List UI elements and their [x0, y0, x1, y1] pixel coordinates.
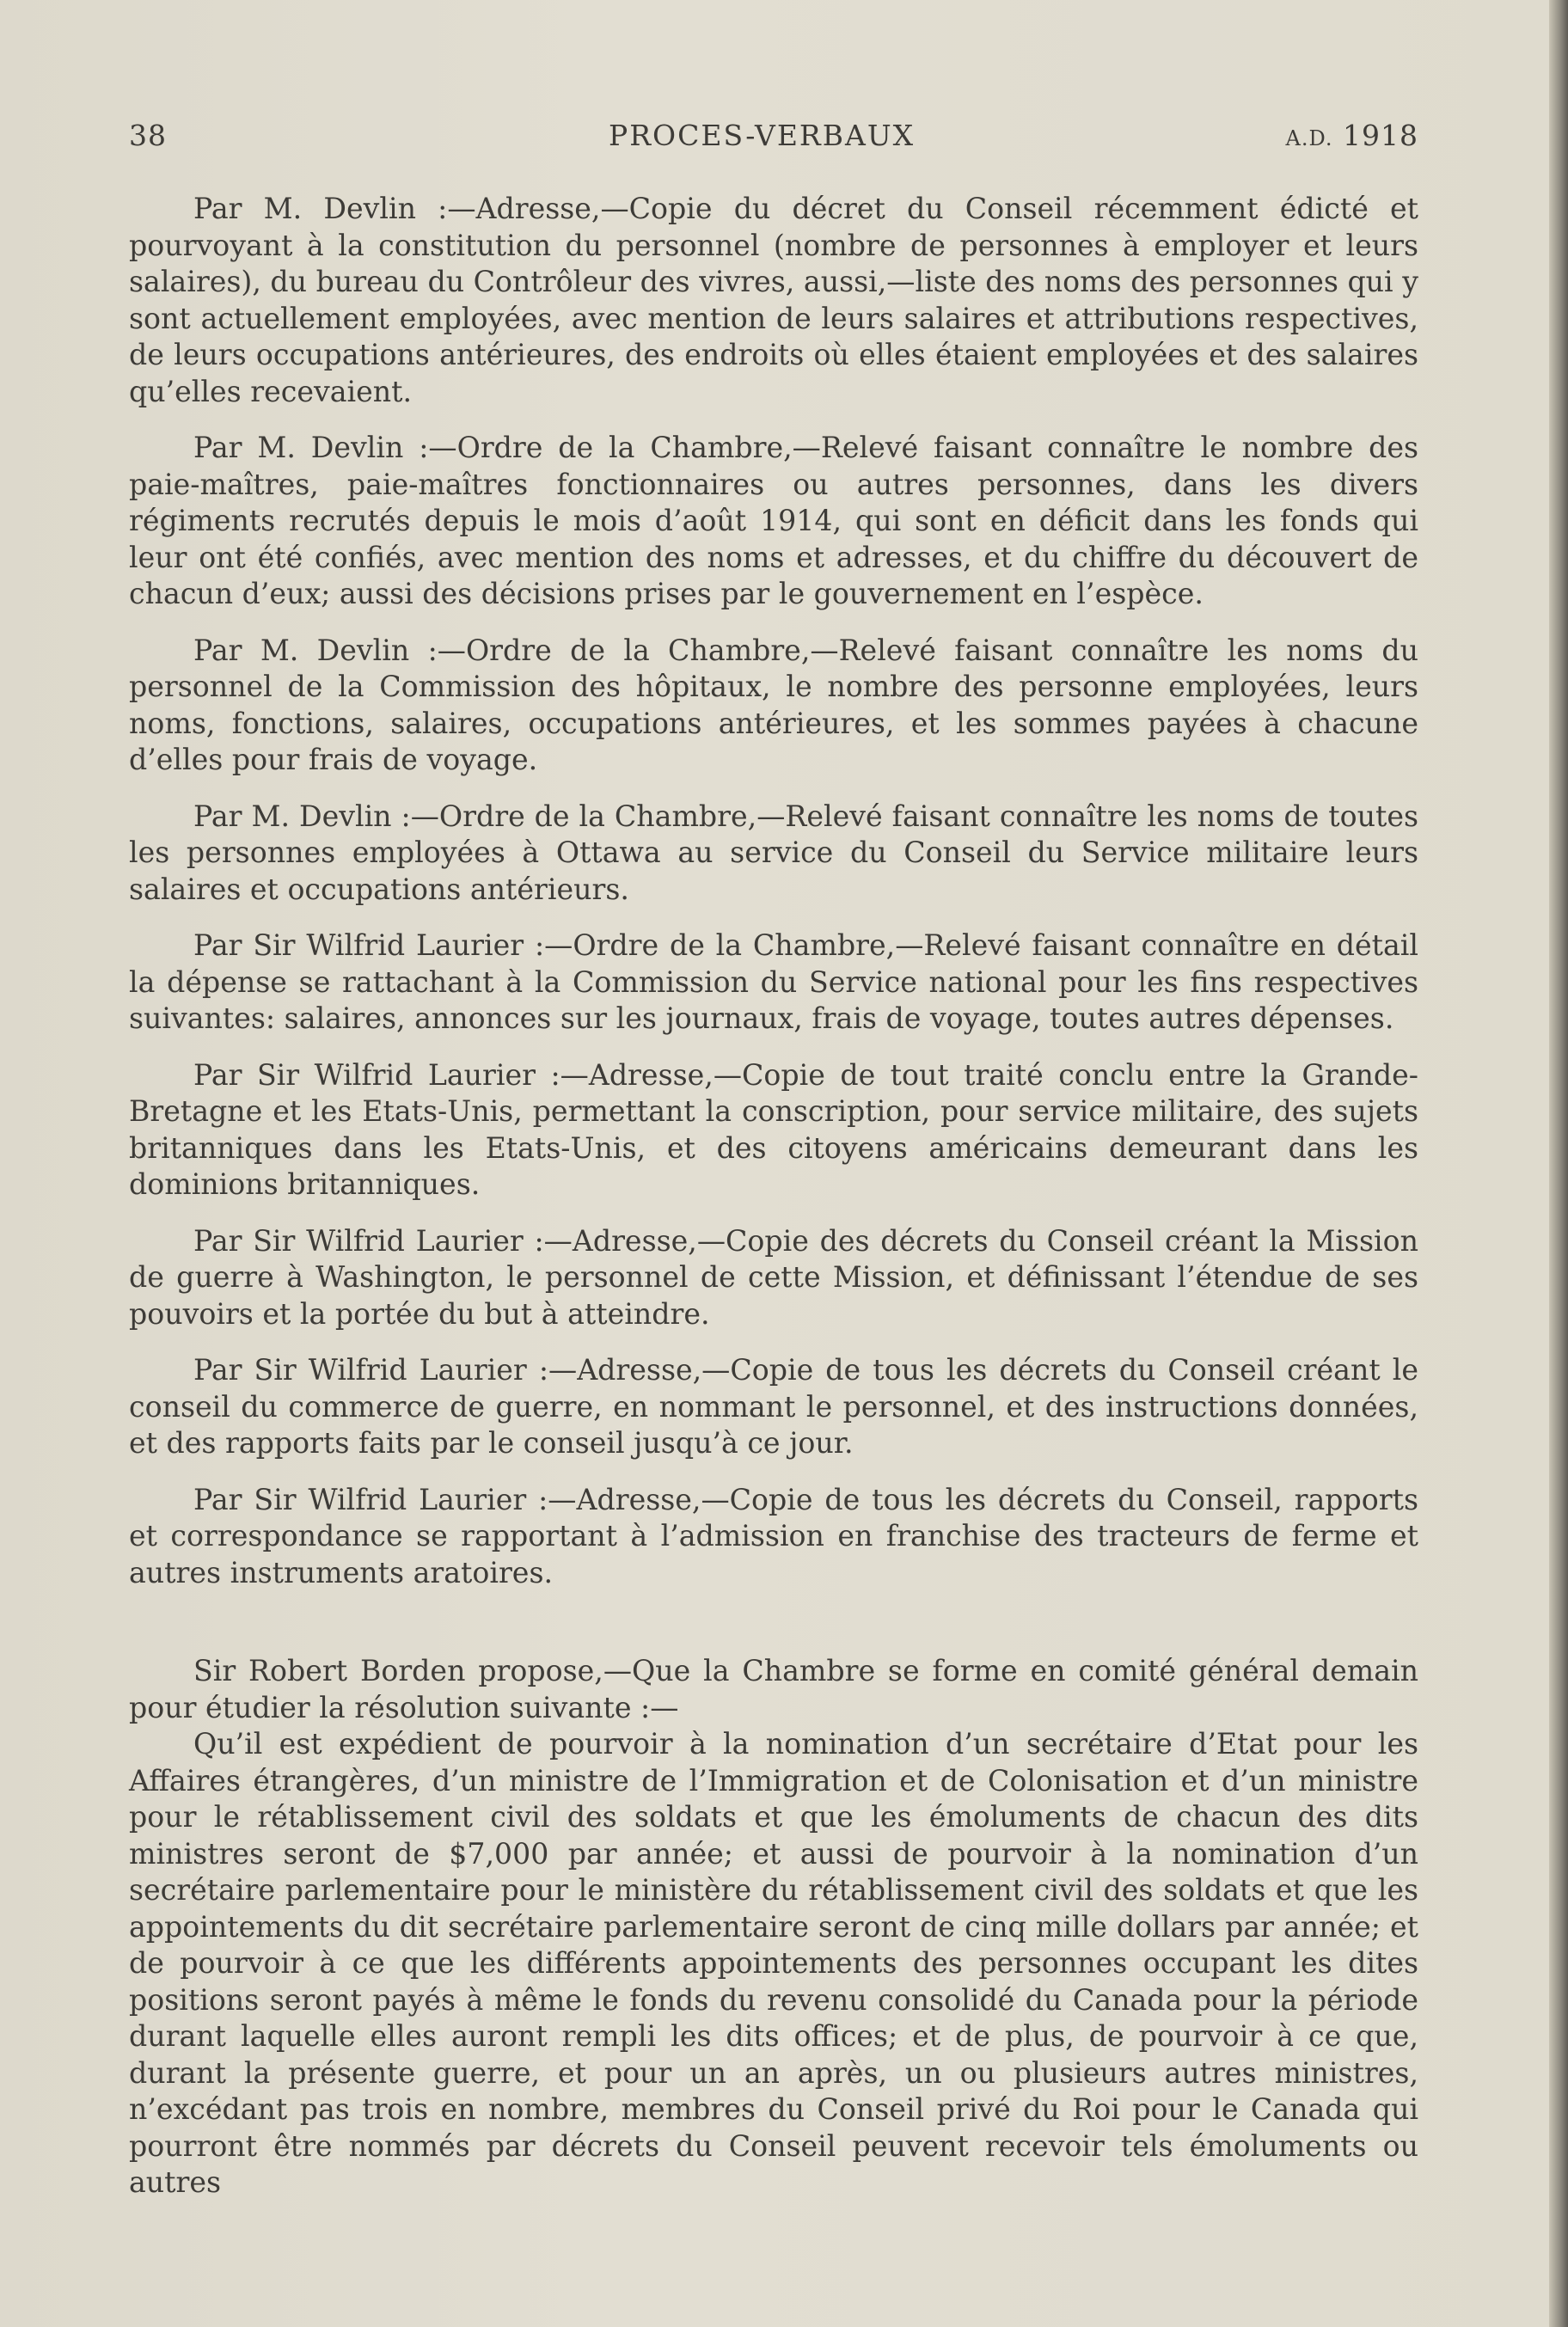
motion-paragraph: Sir Robert Borden propose,—Que la Chambre se forme en comité général demain pour étudier la résolution suivante :— — [129, 1654, 1418, 1724]
paragraph: Par M. Devlin :—Ordre de la Chambre,—Relevé faisant connaître le nombre des paie-maîtres, paie-maîtres fonctionnaires ou autres personnes, dans les divers régiments recrutés depuis le mois d’août 1914, qui sont en déficit dans les fonds qui leur ont été confiés, avec mention des noms et adresses, et du chiffre du découvert de chacun d’eux; aussi des décisions prises par le gouvernement en l’espèce. — [129, 431, 1418, 610]
paragraph: Par M. Devlin :—Adresse,—Copie du décret du Conseil récemment édicté et pourvoyant à la constitution du personnel (nombre de personnes à employer et leurs salaires), du bureau du Contrôleur des vivres, aussi,—liste des noms des personnes qui y sont actuellement employées, avec mention de leurs salaires et attributions respectives, de leurs occupations antérieures, des endroits où elles étaient employées et des salaires qu’elles recevaient. — [129, 192, 1418, 408]
resolution-paragraph: Qu’il est expédient de pourvoir à la nomination d’un secrétaire d’Etat pour les Affaires étrangères, d’un ministre de l’Immigration et de Colonisation et d’un ministre pour le rétablissement civil des soldats et que les émoluments de chacun des dits ministres seront de $7,000 par année; et aussi de pourvoir à la nomination d’un secrétaire parlementaire pour le ministère du rétablissement civil des soldats et que les appointements du dit secrétaire parlementaire seront de cinq mille dollars par année; et de pourvoir à ce que les différents appointements des personnes occupant les dites positions seront payés à même le fonds du revenu consolidé du Canada pour la période durant laquelle elles auront rempli les dits offices; et de plus, de pourvoir à ce que, durant la présente guerre, et pour un an après, un ou plusieurs autres ministres, n’excédant pas trois en nombre, membres du Conseil privé du Roi pour le Canada qui pourront être nommés par décrets du Conseil peuvent recevoir tels émoluments ou autres — [129, 1727, 1418, 2199]
header-date — [1286, 119, 1418, 152]
era-label: A.D. — [1285, 126, 1333, 150]
paragraph: Par Sir Wilfrid Laurier :—Adresse,—Copie de tous les décrets du Conseil, rapports et correspondance se rapportant à l’admission en franchise des tracteurs de ferme et autres instruments aratoires. — [129, 1482, 1418, 1589]
paragraph: Par M. Devlin :—Ordre de la Chambre,—Relevé faisant connaître les noms du personnel de la Commission des hôpitaux, le nombre des personne employées, leurs noms, fonctions, salaires, occupations antérieures, et les sommes payées à chacune d’elles pour frais de voyage. — [129, 633, 1418, 776]
page-body — [129, 191, 1418, 2201]
running-title: PROCES-VERBAUX — [609, 119, 916, 152]
binding-edge — [1549, 0, 1568, 2327]
year: 1918 — [1343, 119, 1418, 152]
paragraph: Par Sir Wilfrid Laurier :—Adresse,—Copie de tout traité conclu entre la Grande-Bretagne et les Etats-Unis, permettant la conscription, pour service militaire, des sujets britanniques dans les Etats-Unis, et des citoyens américains demeurant dans les dominions britanniques. — [129, 1057, 1418, 1201]
page-number: 38 — [129, 119, 167, 152]
paragraph: Par Sir Wilfrid Laurier :—Adresse,—Copie de tous les décrets du Conseil créant le conseil du commerce de guerre, en nommant le personnel, et des instructions données, et des rapports faits par le conseil jusqu’à ce jour. — [129, 1353, 1418, 1460]
page-header — [129, 119, 1418, 162]
paragraph: Par Sir Wilfrid Laurier :—Adresse,—Copie des décrets du Conseil créant la Mission de guerre à Washington, le personnel de cette Mission, et définissant l’étendue de ses pouvoirs et la portée du but à atteindre. — [129, 1223, 1418, 1331]
paragraph: Par M. Devlin :—Ordre de la Chambre,—Relevé faisant connaître les noms de toutes les personnes employées à Ottawa au service du Conseil du Service militaire leurs salaires et occupations antérieurs. — [129, 799, 1418, 906]
paragraph: Par Sir Wilfrid Laurier :—Ordre de la Chambre,—Relevé faisant connaître en détail la dépense se rattachant à la Commission du Service national pour les fins respectives suivantes: salaires, annonces sur les journaux, frais de voyage, toutes autres dépenses. — [129, 928, 1418, 1035]
